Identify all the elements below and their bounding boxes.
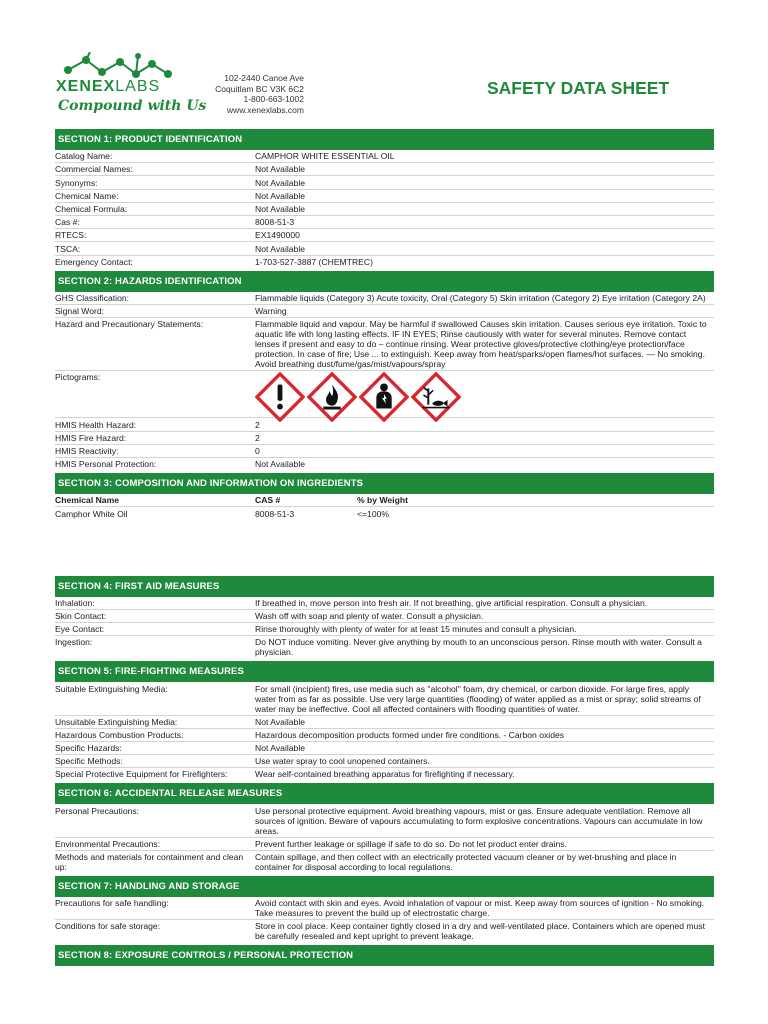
row-value: Prevent further leakage or spillage if safe to do so. Do not let product enter drains. <box>255 838 567 849</box>
ingredient-weight: <=100% <box>357 508 390 519</box>
table-row <box>55 163 714 176</box>
row-label: RTECS: <box>55 230 87 241</box>
document-header <box>0 0 768 125</box>
table-row <box>55 768 714 780</box>
row-label: Signal Word: <box>55 306 105 317</box>
row-value: Wash off with soap and plenty of water. Consult a physician. <box>255 610 484 621</box>
table-row <box>55 623 714 636</box>
row-value: Use personal protective equipment. Avoid breathing vapours, mist or gas. Ensure adequate ventilation. Remove all sources of ignition. Beware of vapours accumulating to form explosive concentrations. Vapours can accumulate in low areas. <box>255 805 703 836</box>
row-value: EX1490000 <box>255 230 300 241</box>
table-row <box>55 897 714 920</box>
table-row <box>55 920 714 942</box>
row-value: 2 <box>255 432 260 443</box>
address-line: Coquitlam BC V3K 6C2 <box>215 83 304 94</box>
row-value: Use water spray to cool unopened containers. <box>255 756 430 767</box>
table-row <box>55 742 714 755</box>
table-row <box>55 176 714 189</box>
section-1-rows <box>55 150 714 268</box>
table-row <box>55 804 714 837</box>
section-7-header: SECTION 7: HANDLING AND STORAGE <box>55 876 714 897</box>
section-4-header: SECTION 4: FIRST AID MEASURES <box>55 576 714 597</box>
row-value: Do NOT induce vomiting. Never give anything by mouth to an unconscious person. Rinse mouth with water. Consult a physician. <box>255 637 702 658</box>
row-value: Not Available <box>255 190 306 201</box>
row-label: Eye Contact: <box>55 624 105 635</box>
row-label: Specific Methods: <box>55 756 123 767</box>
row-value: Warning <box>255 306 287 317</box>
company-main: XENEX <box>56 78 116 95</box>
exclamation-mark-pictogram-icon <box>255 372 305 422</box>
table-row <box>55 851 714 873</box>
table-row <box>55 203 714 216</box>
row-label: Pictograms: <box>55 372 101 383</box>
company-tagline: Compound with Us <box>58 98 207 114</box>
section-5-header: SECTION 5: FIRE-FIGHTING MEASURES <box>55 661 714 682</box>
table-row <box>55 305 714 318</box>
table-row <box>55 729 714 742</box>
row-value: Hazardous decomposition products formed under fire conditions. - Carbon oxides <box>255 729 565 740</box>
row-label: GHS Classification: <box>55 292 130 303</box>
row-value: Not Available <box>255 743 306 754</box>
row-label: HMIS Fire Hazard: <box>55 432 127 443</box>
row-value: Not Available <box>255 203 306 214</box>
company-sub: LABS <box>115 78 161 95</box>
flame-pictogram-icon <box>307 372 357 422</box>
section-3-header: SECTION 3: COMPOSITION AND INFORMATION ON INGREDIENTS <box>55 473 714 494</box>
pictograms <box>255 372 714 416</box>
table-row <box>55 716 714 729</box>
row-value: Not Available <box>255 459 306 470</box>
row-label: Conditions for safe storage: <box>55 921 161 932</box>
row-value: Contain spillage, and then collect with an electrically protected vacuum cleaner or by wet-brushing and place in container for disposal according to local regulations. <box>255 852 677 872</box>
row-value: 0 <box>255 446 260 456</box>
section-1-header: SECTION 1: PRODUCT IDENTIFICATION <box>55 129 714 150</box>
table-row <box>55 755 714 768</box>
website-line[interactable]: www.xenexlabs.com <box>226 104 304 115</box>
table-row <box>55 445 714 458</box>
section-8-header: SECTION 8: EXPOSURE CONTROLS / PERSONAL PROTECTION <box>55 945 714 966</box>
row-label: Hazardous Combustion Products: <box>55 729 184 740</box>
row-label: Skin Contact: <box>55 610 107 621</box>
column-header-cas: CAS # <box>255 495 281 506</box>
row-value: Rinse thoroughly with plenty of water for at least 15 minutes and consult a physician. <box>255 624 577 635</box>
phone-line: 1-800-663-1002 <box>243 94 304 104</box>
ingredient-name: Camphor White Oil <box>55 508 128 519</box>
table-row <box>55 610 714 623</box>
row-value: 8008-51-3 <box>255 217 295 228</box>
table-row <box>55 458 714 470</box>
row-value: Not Available <box>255 243 306 254</box>
section-2-header: SECTION 2: HAZARDS IDENTIFICATION <box>55 271 714 292</box>
row-value: 1-703-527-3887 (CHEMTREC) <box>255 256 373 267</box>
row-label: Hazard and Precautionary Statements: <box>55 319 204 330</box>
row-label: Chemical Formula: <box>55 203 128 214</box>
row-value: Avoid contact with skin and eyes. Avoid inhalation of vapour or mist. Keep away from sources of ignition - No smoking. Take measures to prevent the build up of electrostatic charge. <box>255 898 705 919</box>
company-address <box>206 73 304 115</box>
row-value: CAMPHOR WHITE ESSENTIAL OIL <box>255 151 395 162</box>
table-row <box>55 229 714 242</box>
row-label: Synonyms: <box>55 177 98 188</box>
table-row <box>55 256 714 268</box>
table-row <box>55 418 714 431</box>
row-label: TSCA: <box>55 243 81 254</box>
row-label: Specific Hazards: <box>55 743 122 754</box>
row-label: Personal Precautions: <box>55 805 140 816</box>
row-value: Wear self-contained breathing apparatus for firefighting if necessary. <box>255 769 515 780</box>
row-label: Precautions for safe handling: <box>55 898 169 909</box>
ingredients-table-header <box>55 494 714 507</box>
table-row <box>55 507 714 519</box>
table-row <box>55 190 714 203</box>
document-title: SAFETY DATA SHEET <box>487 78 670 98</box>
health-hazard-pictogram-icon <box>359 372 409 422</box>
row-value: Store in cool place. Keep container tightly closed in a dry and well-ventilated place. Containers which are opened must be carefully resealed and kept upright to prevent leakage. <box>255 921 705 942</box>
row-label: Methods and materials for containment and clean up: <box>55 852 244 872</box>
table-row <box>55 216 714 229</box>
row-label: Unsuitable Extinguishing Media: <box>55 716 178 727</box>
row-value: Not Available <box>255 716 306 727</box>
row-label: Suitable Extinguishing Media: <box>55 683 168 694</box>
table-row <box>55 242 714 255</box>
table-row <box>55 432 714 445</box>
row-label: Commercial Names: <box>55 164 133 175</box>
row-label: Environmental Precautions: <box>55 838 161 849</box>
table-row <box>55 636 714 658</box>
row-label: Catalog Name: <box>55 151 113 162</box>
row-value: If breathed in, move person into fresh air. If not breathing, give artificial respiration. Consult a physician. <box>255 597 648 608</box>
row-value: Not Available <box>255 164 306 175</box>
ingredient-cas: 8008-51-3 <box>255 508 295 519</box>
section-3-spacer <box>55 520 714 573</box>
row-value: Not Available <box>255 177 306 188</box>
row-label: HMIS Personal Protection: <box>55 459 157 470</box>
column-header-weight: % by Weight <box>357 495 408 506</box>
table-row <box>55 318 714 371</box>
row-value: Flammable liquid and vapour. May be harmful if swallowed Causes skin irritation. Causes serious eye irritation. Toxic to aquatic life with long lasting effects. IF IN EYES; Rinse cautiously with water for several minutes. Remove contact lenses if present and easy to do – continue rinsing. Wear protective gloves/protective clothing/eye protection/face protection. In case of fire; Use ... to extinguish. Keep away from heat/sparks/open flames/hot surfaces. — No smoking. Avoid breathing dust/fume/gas/mist/vapours/spray <box>255 319 707 370</box>
table-row <box>55 597 714 610</box>
row-value: 2 <box>255 419 260 430</box>
table-row <box>55 292 714 305</box>
table-row <box>55 838 714 851</box>
table-row <box>55 371 714 418</box>
row-value: Flammable liquids (Category 3) Acute toxicity, Oral (Category 5) Skin irritation (Category 2) Eye irritation (Category 2A) <box>255 292 706 303</box>
sds-content <box>55 126 714 966</box>
table-row <box>55 150 714 163</box>
row-label: Chemical Name: <box>55 190 119 201</box>
address-line: 102-2440 Canoe Ave <box>224 73 304 83</box>
section-6-header: SECTION 6: ACCIDENTAL RELEASE MEASURES <box>55 783 714 804</box>
column-header-chemical-name: Chemical Name <box>55 495 120 506</box>
table-row <box>55 682 714 715</box>
row-label: Emergency Contact: <box>55 256 133 267</box>
row-label: Cas #: <box>55 217 80 228</box>
row-label: HMIS Health Hazard: <box>55 419 137 430</box>
environment-pictogram-icon <box>411 372 461 422</box>
row-value: For small (incipient) fires, use media such as "alcohol" foam, dry chemical, or carbon dioxide. For large fires, apply water from as far as possible. Use very large quantities (flooding) of water applied as a mist or spray; solid streams of water may be ineffective. Cool all affected containers with flooding quantities of water. <box>255 683 701 714</box>
company-wordmark <box>56 78 160 96</box>
row-label: Special Protective Equipment for Firefighters: <box>55 769 228 780</box>
row-label: Ingestion: <box>55 637 93 648</box>
row-label: Inhalation: <box>55 597 95 608</box>
row-label: HMIS Reactivity: <box>55 446 119 456</box>
